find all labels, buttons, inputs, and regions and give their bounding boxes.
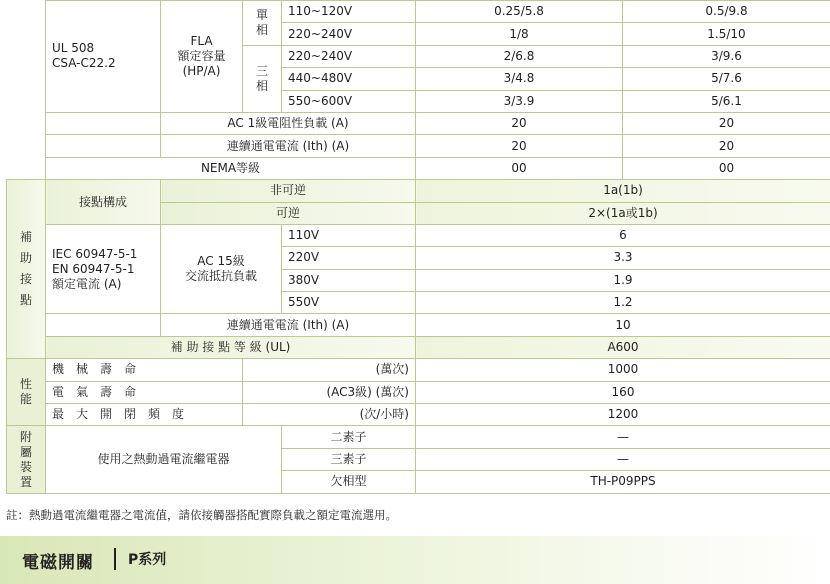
- reversible-value: 2×(1a或1b): [416, 202, 830, 224]
- relay-type: 三素子: [282, 448, 416, 470]
- nonreversible-value: 1a(1b): [416, 180, 830, 202]
- ith-row: [7, 135, 830, 157]
- aux-side-char: 點: [19, 293, 32, 308]
- single-phase-char: 單: [255, 7, 268, 22]
- ac1-label: AC 1級電阻性負載 (A): [161, 112, 416, 134]
- ul-value-a: 1/8: [416, 23, 623, 45]
- relay-type: 欠相型: [282, 471, 416, 493]
- section-footer: [0, 536, 830, 584]
- ul-voltage: 220~240V: [282, 23, 416, 45]
- ul-row-1: [7, 1, 830, 23]
- reversible-label: 可逆: [161, 202, 416, 224]
- acc-side-label: [7, 426, 46, 493]
- acc-row-1: [7, 426, 830, 448]
- ul-value-a: 3/4.8: [416, 68, 623, 90]
- ul-value-a: 3/3.9: [416, 90, 623, 112]
- section-title: 電磁開關: [22, 553, 94, 573]
- ac15-class: AC 15級: [197, 254, 245, 269]
- title-separator: [114, 548, 116, 570]
- perf-row-1: [7, 359, 830, 381]
- aux-voltage: 550V: [282, 292, 416, 314]
- relay-model: TH-P09PPS: [416, 471, 830, 493]
- ul-value-b: 5/7.6: [623, 68, 830, 90]
- acc-side-char: 附: [19, 429, 32, 444]
- perf-row-3: [7, 404, 830, 426]
- aux-ith-spacer: [46, 314, 161, 336]
- ac15-load: 交流抵抗負載: [184, 269, 257, 284]
- ul-voltage: 440~480V: [282, 68, 416, 90]
- en-standard: EN 60947-5-1: [52, 261, 135, 276]
- blank-side: [7, 1, 46, 180]
- perf-label: 電 氣 壽 命: [46, 381, 243, 403]
- aux-current: 1.9: [416, 269, 830, 291]
- aux-side-char: 補: [19, 230, 32, 245]
- ith-spacer: [46, 135, 161, 157]
- perf-side-label: [7, 359, 46, 426]
- ul-value-a: 2/6.8: [416, 45, 623, 67]
- perf-label: 機 械 壽 命: [46, 359, 243, 381]
- footnote: 註：熱動過電流繼電器之電流值，請依接觸器搭配實際負載之額定電流選用。: [6, 508, 397, 522]
- iec-standard-cell: [46, 224, 161, 314]
- iec-standard: IEC 60947-5-1: [52, 246, 138, 261]
- ith-value-a: 20: [416, 135, 623, 157]
- aux-voltage: 110V: [282, 224, 416, 246]
- aux-side-char: 助: [19, 251, 32, 266]
- aux-side-char: 接: [19, 272, 32, 287]
- perf-value: 1000: [416, 359, 830, 381]
- perf-unit: (次/小時): [243, 404, 416, 426]
- three-phase-char: 相: [255, 78, 268, 93]
- thermal-relay-label: 使用之熱動過電流繼電器: [46, 426, 282, 493]
- perf-side-char: 能: [19, 392, 32, 407]
- aux-ith-label: 連續通電電流 (Ith) (A): [161, 314, 416, 336]
- ul-value-b: 0.5/9.8: [623, 1, 830, 23]
- single-phase-cell: [243, 1, 282, 46]
- acc-side-char: 置: [19, 474, 32, 489]
- aux-current: 3.3: [416, 247, 830, 269]
- acc-side-char: 屬: [19, 444, 32, 459]
- spec-table: [6, 0, 830, 494]
- nonreversible-label: 非可逆: [161, 180, 416, 202]
- relay-type: 二素子: [282, 426, 416, 448]
- aux-ith-row: [7, 314, 830, 336]
- nema-label: NEMA等級: [46, 157, 416, 179]
- aux-ith-value: 10: [416, 314, 830, 336]
- acc-side-char: 裝: [19, 459, 32, 474]
- nema-value-a: 00: [416, 157, 623, 179]
- perf-unit: (萬次): [243, 359, 416, 381]
- perf-row-2: [7, 381, 830, 403]
- ul-voltage: 550~600V: [282, 90, 416, 112]
- fla-label: FLA: [190, 33, 213, 48]
- ith-value-b: 20: [623, 135, 830, 157]
- aux-nonrev-row: [7, 180, 830, 202]
- perf-value: 1200: [416, 404, 830, 426]
- perf-side-char: 性: [19, 377, 32, 392]
- ith-label: 連續通電電流 (Ith) (A): [161, 135, 416, 157]
- aux-voltage: 380V: [282, 269, 416, 291]
- ul-voltage: 110~120V: [282, 1, 416, 23]
- fla-cell: [161, 1, 243, 113]
- nema-row: [7, 157, 830, 179]
- ul-value-a: 0.25/5.8: [416, 1, 623, 23]
- aux-ul-value: A600: [416, 336, 830, 358]
- aux-current: 6: [416, 224, 830, 246]
- ac1-value-a: 20: [416, 112, 623, 134]
- ac1-spacer: [46, 112, 161, 134]
- single-phase-char: 相: [255, 22, 268, 37]
- aux-voltage: 220V: [282, 247, 416, 269]
- ul-value-b: 1.5/10: [623, 23, 830, 45]
- contact-config-label: 接點構成: [46, 180, 161, 225]
- ac15-cell: [161, 224, 282, 314]
- perf-label: 最 大 開 閉 頻 度: [46, 404, 243, 426]
- ul-standard-cell: [46, 1, 161, 113]
- fla-rated-capacity: 額定容量: [177, 48, 226, 63]
- rated-current-label: 額定電流 (A): [52, 276, 122, 291]
- ac1-row: [7, 112, 830, 134]
- ul-standard: UL 508: [52, 41, 95, 56]
- three-phase-cell: [243, 45, 282, 112]
- ul-value-b: 3/9.6: [623, 45, 830, 67]
- perf-unit: (AC3級) (萬次): [243, 381, 416, 403]
- aux-current: 1.2: [416, 292, 830, 314]
- csa-standard: CSA-C22.2: [52, 56, 116, 71]
- aux-ul-label: 補 助 接 點 等 級 (UL): [46, 336, 416, 358]
- series-label: P系列: [128, 552, 167, 568]
- fla-unit: (HP/A): [182, 63, 221, 78]
- relay-model: —: [416, 448, 830, 470]
- ul-voltage: 220~240V: [282, 45, 416, 67]
- three-phase-char: 三: [255, 63, 268, 78]
- aux-side-label: [7, 180, 46, 359]
- aux-ul-row: [7, 336, 830, 358]
- ac1-value-b: 20: [623, 112, 830, 134]
- perf-value: 160: [416, 381, 830, 403]
- ul-value-b: 5/6.1: [623, 90, 830, 112]
- nema-value-b: 00: [623, 157, 830, 179]
- relay-model: —: [416, 426, 830, 448]
- aux-ac15-row-1: [7, 224, 830, 246]
